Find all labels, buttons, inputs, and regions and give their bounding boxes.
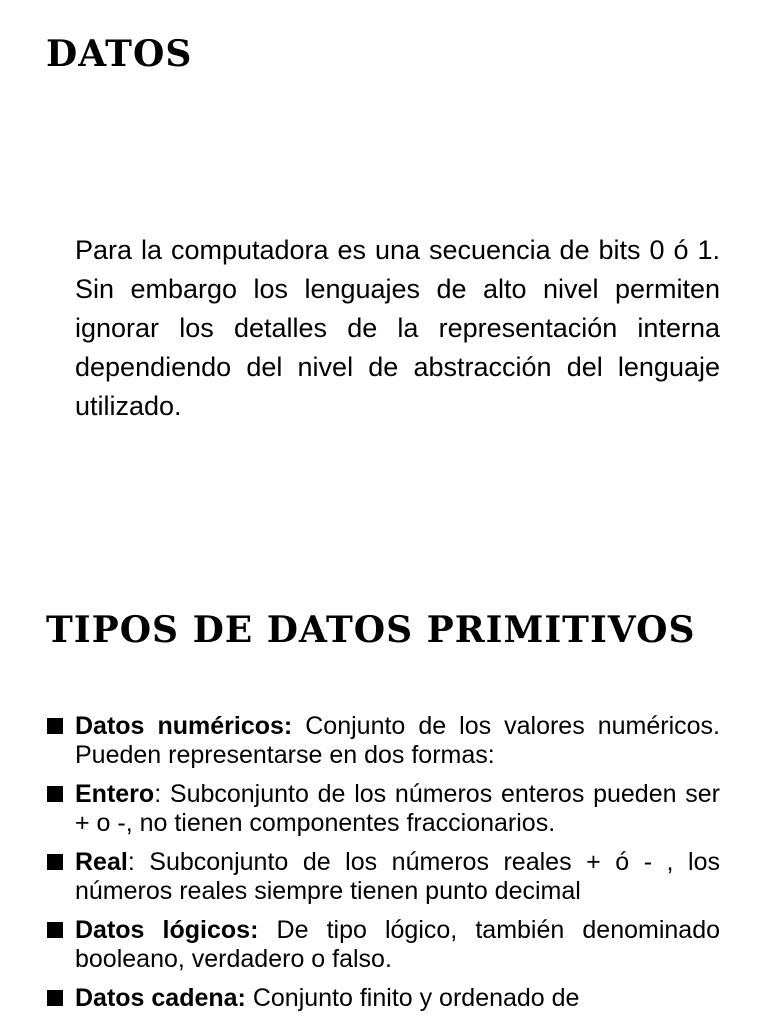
list-item-term: Datos numéricos: [75,712,293,740]
square-bullet-icon [47,786,63,802]
list-item-text: Conjunto finito y ordenado de [245,984,580,1012]
square-bullet-icon [47,990,63,1006]
square-bullet-icon [47,922,63,938]
datos-title: DATOS [46,33,193,75]
square-bullet-icon [47,718,63,734]
list-item-datos-numericos [46,712,720,770]
list-item-text: Conjunto de los valores numéricos. Pueden representarse en dos formas: [75,712,720,769]
list-item-term: Real [75,848,128,876]
list-item-text: : Subconjunto de los números enteros pueden ser + o -, no tienen componentes fraccionarios. [75,780,720,837]
square-bullet-icon [47,854,63,870]
list-item-datos-logicos [46,916,720,974]
data-types-list [46,712,720,1023]
list-item-real [46,848,720,906]
list-item-term: Entero [75,780,155,808]
list-item-text: : Subconjunto de los números reales + ó - , los números reales siempre tienen punto decimal [75,848,720,905]
list-item-text: De tipo lógico, también denominado booleano, verdadero o falso. [75,916,720,973]
list-item-datos-cadena [46,984,720,1013]
list-item-term: Datos cadena: [75,984,246,1012]
datos-paragraph: Para la computadora es una secuencia de bits 0 ó 1. Sin embargo los lenguajes de alto nivel permiten ignorar los detalles de la representación interna dependiendo del nivel de abstracción del lenguaje utilizado. [75,235,720,421]
list-item-entero [46,780,720,838]
tipos-title: TIPOS DE DATOS PRIMITIVOS [46,609,696,651]
list-item-term: Datos lógicos: [75,916,259,944]
